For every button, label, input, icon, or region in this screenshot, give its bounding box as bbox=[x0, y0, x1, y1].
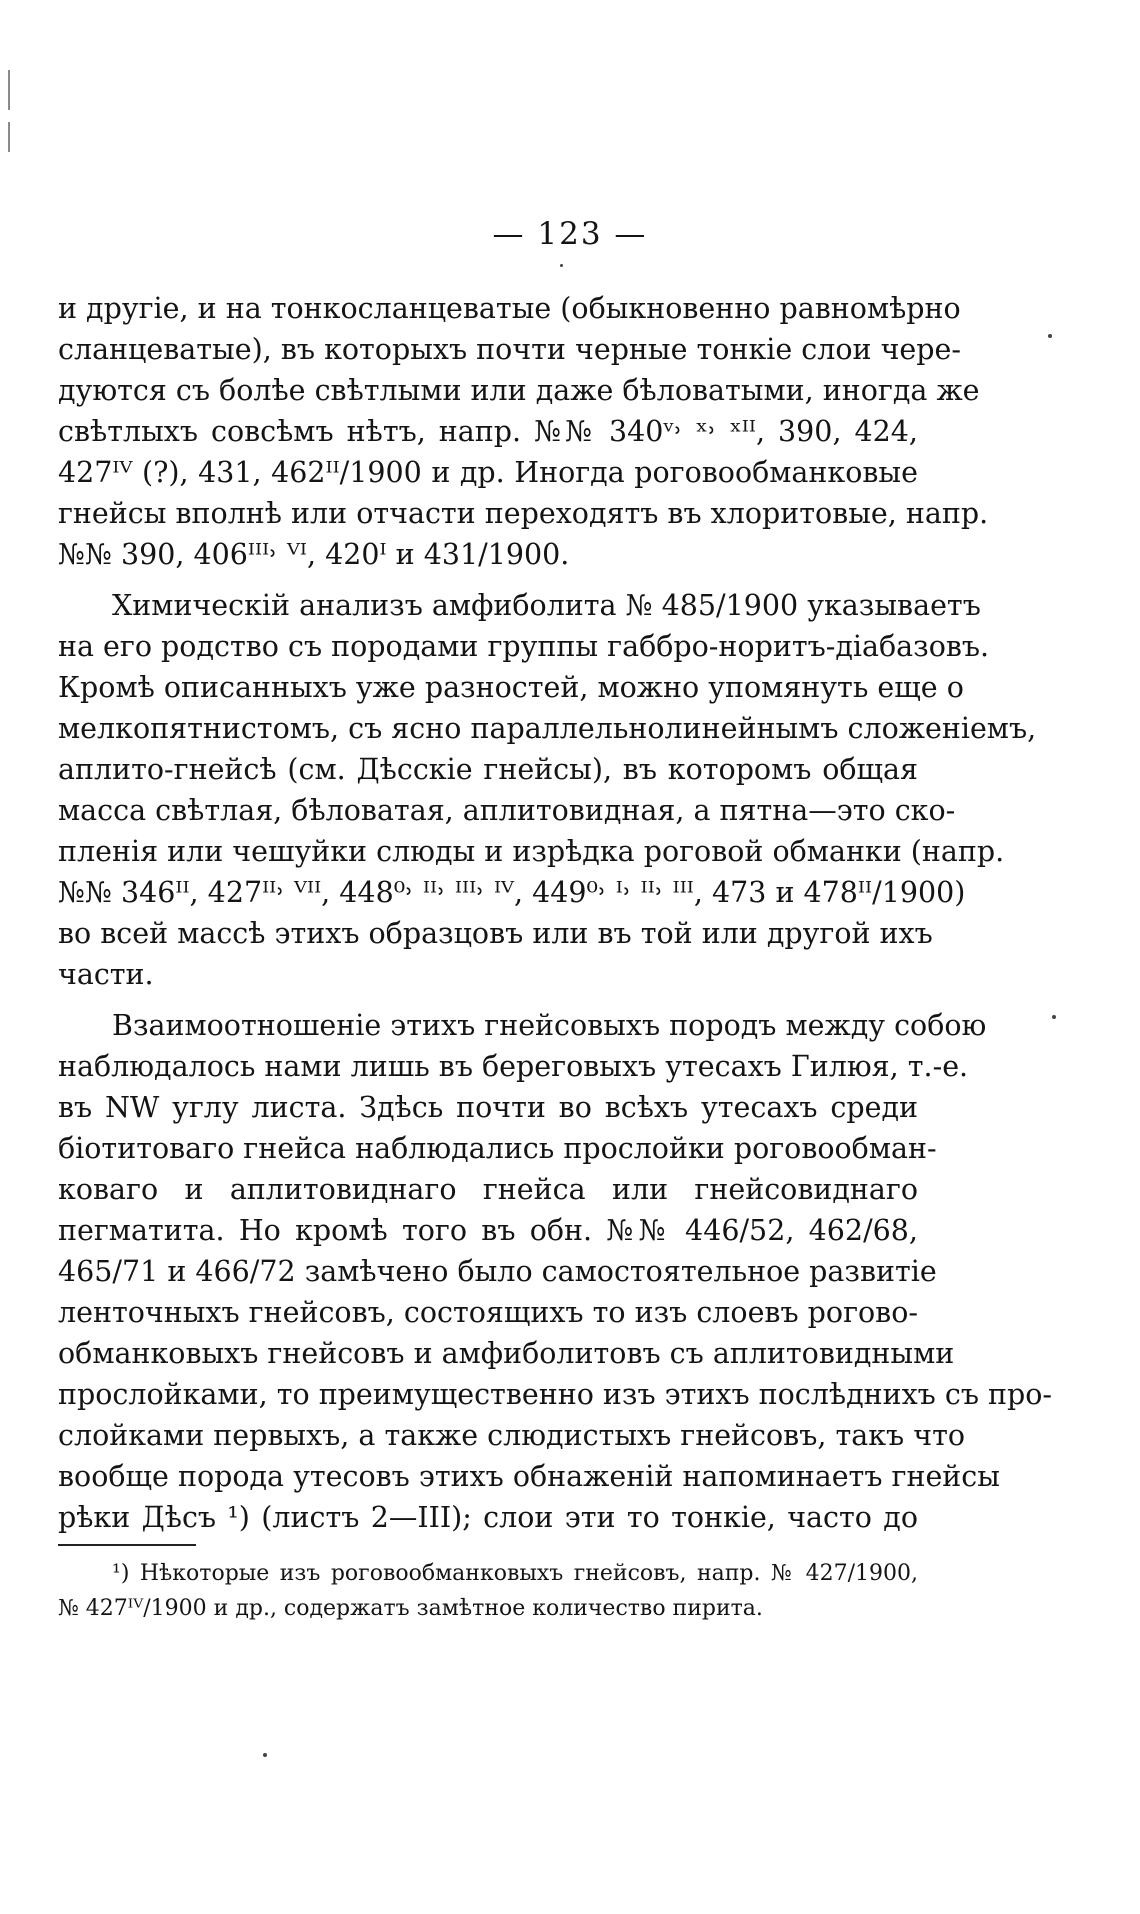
text-line: дуются съ болѣе свѣтлыми или даже бѣловатыми, иногда же bbox=[58, 374, 980, 407]
scan-edge-mark bbox=[8, 70, 10, 110]
footnote-line: № 427ᴵⱽ/1900 и др., содержатъ замѣтное количество пирита. bbox=[58, 1596, 763, 1621]
text-line: наблюдалось нами лишь въ береговыхъ утесахъ Гилюя, т.-е. bbox=[58, 1050, 969, 1083]
text-line: аплито-гнейсѣ (см. Дѣсскіе гнейсы), въ которомъ общая bbox=[58, 753, 918, 786]
paragraph-3 bbox=[58, 1005, 1053, 1538]
paragraph-2 bbox=[58, 585, 1037, 995]
page-number: — 123 — bbox=[492, 216, 648, 252]
text-line: Химическій анализъ амфиболита № 485/1900 указываетъ bbox=[112, 589, 981, 622]
text-line: и другіе, и на тонкосланцеватые (обыкновенно равномѣрно bbox=[58, 292, 961, 325]
footnote-divider bbox=[58, 1544, 196, 1546]
footnote bbox=[58, 1556, 918, 1626]
text-line: Кромѣ описанныхъ уже разностей, можно упомянуть еще о bbox=[58, 671, 964, 704]
text-line: въ NW углу листа. Здѣсь почти во всѣхъ утесахъ среди bbox=[58, 1091, 918, 1124]
text-line: пленія или чешуйки слюды и изрѣдка роговой обманки (напр. bbox=[58, 835, 1005, 868]
text-line: 465/71 и 466/72 замѣчено было самостоятельное развитіе bbox=[58, 1255, 937, 1288]
text-line: во всей массѣ этихъ образцовъ или въ той или другой ихъ bbox=[58, 917, 933, 950]
paragraph-1 bbox=[58, 288, 989, 575]
text-line: сланцеватые), въ которыхъ почти черные тонкіе слои чере- bbox=[58, 333, 962, 366]
text-line: части. bbox=[58, 958, 154, 991]
text-line: 427ᴵⱽ (?), 431, 462ᴵᴵ/1900 и др. Иногда роговообманковые bbox=[58, 456, 918, 489]
text-line: пегматита. Но кромѣ того въ обн. №№ 446/52, 462/68, bbox=[58, 1214, 918, 1247]
text-line: гнейсы вполнѣ или отчасти переходятъ въ хлоритовые, напр. bbox=[58, 497, 989, 530]
text-line: Взаимоотношеніе этихъ гнейсовыхъ породъ между собою bbox=[112, 1009, 987, 1042]
text-line: свѣтлыхъ совсѣмъ нѣтъ, напр. №№ 340ᵛ˒ ˣ˒ ˣᴵᴵ, 390, 424, bbox=[58, 415, 918, 448]
body-text bbox=[58, 288, 1053, 1538]
scan-speck bbox=[1052, 1015, 1056, 1019]
scan-speck bbox=[560, 264, 563, 267]
text-line: масса свѣтлая, бѣловатая, аплитовидная, а пятна—это ско- bbox=[58, 794, 956, 827]
scan-speck bbox=[263, 1753, 267, 1757]
text-line: рѣки Дѣсъ ¹) (листъ 2—III); слои эти то тонкіе, часто до bbox=[58, 1501, 918, 1534]
text-line: коваго и аплитовиднаго гнейса или гнейсовиднаго bbox=[58, 1173, 918, 1206]
text-line: №№ 390, 406ᴵᴵᴵ˒ ⱽᴵ, 420ᴵ и 431/1900. bbox=[58, 538, 570, 571]
text-line: слойками первыхъ, а также слюдистыхъ гнейсовъ, такъ что bbox=[58, 1419, 966, 1452]
text-line: на его родство съ породами группы габбро-норитъ-діабазовъ. bbox=[58, 630, 990, 663]
footnote-line: ¹) Нѣкоторые изъ роговообманковыхъ гнейсовъ, напр. № 427/1900, bbox=[112, 1561, 918, 1586]
scan-speck bbox=[1048, 334, 1052, 338]
text-line: вообще порода утесовъ этихъ обнаженій напоминаетъ гнейсы bbox=[58, 1460, 1000, 1493]
text-line: біотитоваго гнейса наблюдались прослойки роговообман- bbox=[58, 1132, 937, 1165]
text-line: мелкопятнистомъ, съ ясно параллельнолинейнымъ сложеніемъ, bbox=[58, 712, 1037, 745]
text-line: прослойками, то преимущественно изъ этихъ послѣднихъ съ про- bbox=[58, 1378, 1053, 1411]
scan-edge-mark bbox=[8, 122, 10, 152]
text-line: обманковыхъ гнейсовъ и амфиболитовъ съ аплитовидными bbox=[58, 1337, 955, 1370]
text-line: ленточныхъ гнейсовъ, состоящихъ то изъ слоевъ рогово- bbox=[58, 1296, 918, 1329]
text-line: №№ 346ᴵᴵ, 427ᴵᴵ˒ ⱽᴵᴵ, 448⁰˒ ᴵᴵ˒ ᴵᴵᴵ˒ ᴵⱽ, 449⁰˒ ᴵ˒ ᴵᴵ˒ ᴵᴵᴵ, 473 и 478ᴵᴵ/1900) bbox=[58, 876, 966, 909]
